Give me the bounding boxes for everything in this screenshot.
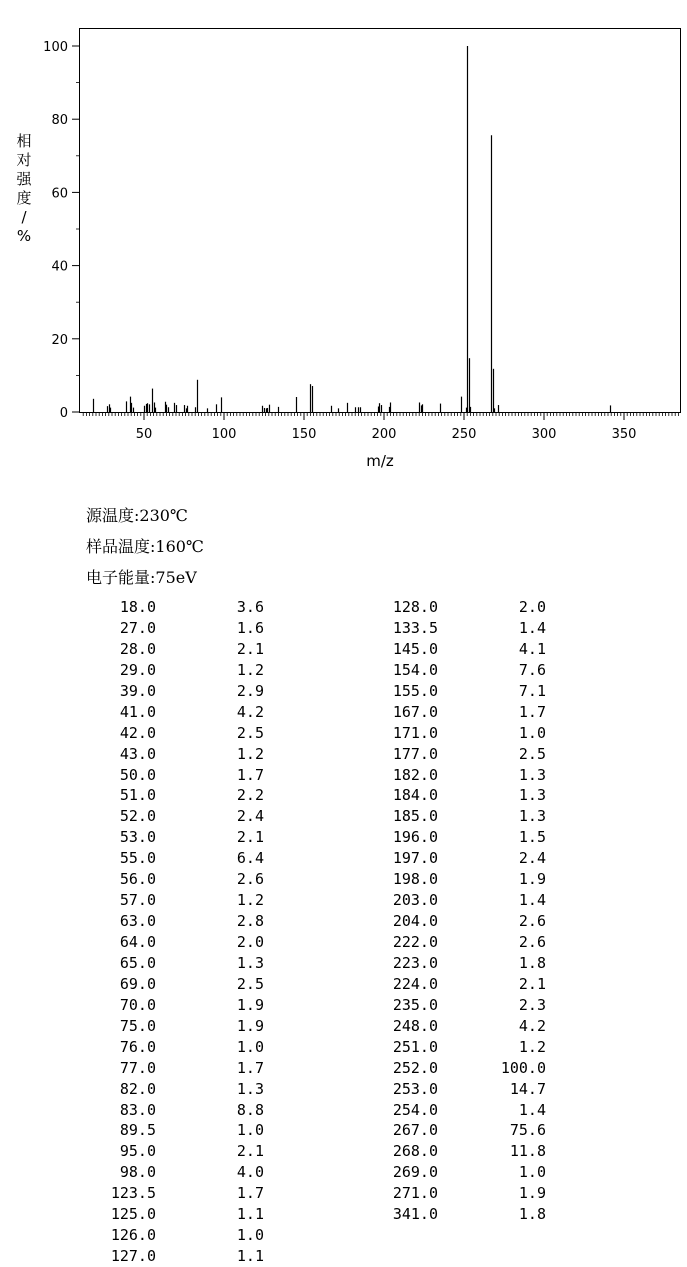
peak-table-row	[366, 806, 546, 827]
peak-table-left	[84, 597, 264, 1267]
relative-abundance-value: 2.0	[236, 933, 264, 951]
relative-abundance-value: 2.5	[518, 744, 546, 763]
mz-value: 224.0	[392, 974, 438, 993]
mz-value: 18.0	[119, 598, 156, 616]
peak-table-row	[366, 723, 546, 744]
y-axis-title-char: /	[21, 208, 27, 226]
relative-abundance-value: 2.6	[236, 870, 264, 889]
x-tick-label: 350	[611, 427, 637, 442]
y-axis-title-char: 相	[16, 132, 32, 150]
mz-value: 177.0	[392, 744, 438, 763]
relative-abundance-value: 1.8	[518, 1205, 546, 1224]
mz-value: 56.0	[119, 870, 156, 889]
relative-abundance-value: 1.9	[518, 1184, 546, 1203]
peak-table-row	[84, 681, 264, 702]
x-axis-ticks	[136, 412, 637, 442]
peak-table-row	[84, 1120, 264, 1141]
relative-abundance-value: 1.0	[518, 723, 546, 742]
mz-value: 77.0	[119, 1058, 156, 1077]
relative-abundance-value: 2.5	[236, 974, 264, 993]
relative-abundance-value: 1.7	[236, 765, 264, 784]
relative-abundance-value: 4.0	[236, 1163, 264, 1182]
y-tick-label: 40	[51, 259, 68, 275]
peak-table-row	[366, 1204, 546, 1225]
relative-abundance-value: 3.6	[236, 598, 264, 616]
mz-value: 185.0	[392, 807, 438, 826]
relative-abundance-value: 1.6	[236, 618, 264, 637]
peak-table-row	[84, 1162, 264, 1183]
peak-table-row	[366, 974, 546, 995]
peak-table-row	[84, 765, 264, 786]
relative-abundance-value: 4.2	[236, 702, 264, 721]
peak-table-row	[84, 1204, 264, 1225]
relative-abundance-value: 2.1	[518, 974, 546, 993]
mz-value: 57.0	[119, 891, 156, 910]
x-tick-label: 100	[211, 427, 237, 442]
peak-table-row	[366, 848, 546, 869]
mz-value: 223.0	[392, 953, 438, 972]
peak-table-row	[366, 660, 546, 681]
peak-table-row	[366, 1183, 546, 1204]
peak-table-row	[366, 702, 546, 723]
mz-value: 29.0	[119, 660, 156, 679]
peak-table-row	[366, 827, 546, 848]
relative-abundance-value: 4.1	[518, 639, 546, 658]
mz-value: 197.0	[392, 849, 438, 868]
mz-value: 39.0	[119, 681, 156, 700]
peak-table-row	[366, 1100, 546, 1121]
mz-value: 52.0	[119, 807, 156, 826]
mz-value: 50.0	[119, 765, 156, 784]
peak-table-row	[366, 932, 546, 953]
mz-value: 53.0	[119, 828, 156, 847]
peak-table-row	[366, 618, 546, 639]
plot-frame	[80, 29, 681, 413]
mz-value: 64.0	[119, 933, 156, 951]
y-axis-title	[16, 132, 32, 245]
mz-value: 133.5	[392, 618, 438, 637]
relative-abundance-value: 2.6	[518, 933, 546, 951]
peak-table-row	[84, 639, 264, 660]
mz-value: 145.0	[392, 639, 438, 658]
x-axis-title: m/z	[366, 452, 394, 470]
y-tick-label: 0	[59, 406, 68, 421]
relative-abundance-value: 1.4	[518, 618, 546, 637]
mz-value: 51.0	[119, 786, 156, 805]
relative-abundance-value: 1.9	[236, 1016, 264, 1035]
sample-temperature: 样品温度:160℃	[86, 537, 204, 556]
peak-table-row	[366, 890, 546, 911]
relative-abundance-value: 1.7	[236, 1058, 264, 1077]
y-axis-title-char: 强	[16, 170, 32, 188]
mz-value: 27.0	[119, 618, 156, 637]
relative-abundance-value: 4.2	[518, 1016, 546, 1035]
peak-table-row	[84, 1079, 264, 1100]
relative-abundance-value: 1.0	[518, 1163, 546, 1182]
electron-energy: 电子能量:75eV	[86, 568, 197, 587]
mz-value: 222.0	[392, 933, 438, 951]
relative-abundance-value: 1.9	[236, 995, 264, 1014]
mz-value: 167.0	[392, 702, 438, 721]
relative-abundance-value: 1.2	[518, 1037, 546, 1056]
y-axis-title-char: 度	[16, 189, 32, 207]
mz-value: 63.0	[119, 912, 156, 931]
relative-abundance-value: 2.5	[236, 723, 264, 742]
peak-table-row	[84, 953, 264, 974]
peak-table-row	[84, 660, 264, 681]
relative-abundance-value: 1.3	[236, 953, 264, 972]
peak-table-row	[366, 1058, 546, 1079]
mz-value: 43.0	[119, 744, 156, 763]
relative-abundance-value: 2.4	[518, 849, 546, 868]
peak-table-row	[84, 744, 264, 765]
relative-abundance-value: 1.7	[518, 702, 546, 721]
peak-table-row	[84, 1141, 264, 1162]
peak-table-row	[84, 806, 264, 827]
peak-table-row	[84, 974, 264, 995]
peak-table-row	[84, 1183, 264, 1204]
y-tick-label: 80	[51, 113, 68, 129]
relative-abundance-value: 1.2	[236, 660, 264, 679]
relative-abundance-value: 2.4	[236, 807, 264, 826]
relative-abundance-value: 100.0	[500, 1058, 546, 1077]
peak-table-row	[84, 597, 264, 618]
y-axis-title-char: 对	[16, 151, 32, 169]
peak-table-row	[84, 995, 264, 1016]
relative-abundance-value: 7.6	[518, 660, 546, 679]
peak-table-row	[84, 723, 264, 744]
mz-value: 268.0	[392, 1142, 438, 1161]
x-tick-label: 50	[135, 427, 153, 442]
mz-value: 269.0	[392, 1163, 438, 1182]
relative-abundance-value: 2.2	[236, 786, 264, 805]
peak-table-row	[366, 785, 546, 806]
mz-value: 128.0	[392, 598, 438, 616]
relative-abundance-value: 1.0	[236, 1037, 264, 1056]
mz-value: 235.0	[392, 995, 438, 1014]
peak-table-row	[366, 639, 546, 660]
relative-abundance-value: 7.1	[518, 681, 546, 700]
mz-value: 171.0	[392, 723, 438, 742]
relative-abundance-value: 1.5	[518, 828, 546, 847]
peak-table-row	[366, 1120, 546, 1141]
mz-value: 184.0	[392, 786, 438, 805]
relative-abundance-value: 2.6	[518, 912, 546, 931]
mz-value: 254.0	[392, 1100, 438, 1119]
relative-abundance-value: 1.0	[236, 1226, 264, 1245]
mz-value: 82.0	[119, 1079, 156, 1098]
relative-abundance-value: 2.9	[236, 681, 264, 700]
mz-value: 123.5	[110, 1184, 156, 1203]
y-axis-ticks	[43, 40, 80, 421]
source-temperature: 源温度:230℃	[86, 506, 188, 525]
peak-table-right	[366, 597, 546, 1225]
mz-value: 65.0	[119, 953, 156, 972]
mz-value: 98.0	[119, 1163, 156, 1182]
relative-abundance-value: 11.8	[509, 1142, 546, 1161]
peak-table-row	[366, 1162, 546, 1183]
mz-value: 55.0	[119, 849, 156, 868]
mz-value: 198.0	[392, 870, 438, 889]
peak-table-row	[84, 890, 264, 911]
relative-abundance-value: 14.7	[509, 1079, 546, 1098]
peak-table-row	[84, 618, 264, 639]
mz-value: 248.0	[392, 1016, 438, 1035]
peak-table-row	[84, 785, 264, 806]
relative-abundance-value: 1.3	[518, 765, 546, 784]
mz-value: 155.0	[392, 681, 438, 700]
relative-abundance-value: 6.4	[236, 849, 264, 868]
peak-table-row	[84, 1037, 264, 1058]
peak-table-row	[366, 869, 546, 890]
peak-table-row	[366, 1141, 546, 1162]
mz-value: 267.0	[392, 1121, 438, 1140]
relative-abundance-value: 1.2	[236, 891, 264, 910]
mz-value: 125.0	[110, 1205, 156, 1224]
peak-table-row	[366, 1079, 546, 1100]
peak-table-row	[366, 765, 546, 786]
relative-abundance-value: 2.1	[236, 1142, 264, 1161]
mz-value: 154.0	[392, 660, 438, 679]
mass-spectrum-chart	[0, 0, 687, 480]
y-axis-title-char: %	[16, 227, 32, 245]
peak-table-row	[84, 1016, 264, 1037]
x-tick-label: 250	[451, 427, 477, 442]
peak-table-row	[366, 995, 546, 1016]
mz-value: 203.0	[392, 891, 438, 910]
mz-value: 76.0	[119, 1037, 156, 1056]
relative-abundance-value: 8.8	[236, 1100, 264, 1119]
peak-table-row	[84, 827, 264, 848]
peak-table-row	[366, 597, 546, 618]
peak-table-row	[84, 869, 264, 890]
relative-abundance-value: 2.1	[236, 828, 264, 847]
relative-abundance-value: 1.3	[236, 1079, 264, 1098]
relative-abundance-value: 1.0	[236, 1121, 264, 1140]
peak-table-row	[366, 953, 546, 974]
mz-value: 69.0	[119, 974, 156, 993]
peak-table-row	[84, 932, 264, 953]
mz-value: 271.0	[392, 1184, 438, 1203]
mz-value: 127.0	[110, 1247, 156, 1266]
x-minor-ticks	[83, 412, 678, 416]
relative-abundance-value: 1.1	[236, 1247, 264, 1266]
peak-table-row	[366, 681, 546, 702]
relative-abundance-value: 1.1	[236, 1205, 264, 1224]
peak-table-row	[84, 848, 264, 869]
relative-abundance-value: 1.9	[518, 870, 546, 889]
peak-table-row	[84, 1246, 264, 1267]
mz-value: 252.0	[392, 1058, 438, 1077]
y-tick-label: 60	[51, 186, 68, 202]
mz-value: 95.0	[119, 1142, 156, 1161]
mz-value: 341.0	[392, 1205, 438, 1224]
relative-abundance-value: 75.6	[509, 1121, 546, 1140]
relative-abundance-value: 2.0	[518, 598, 546, 616]
relative-abundance-value: 1.7	[236, 1184, 264, 1203]
mz-value: 196.0	[392, 828, 438, 847]
peak-table-row	[84, 1058, 264, 1079]
spectrum-peaks	[94, 46, 611, 412]
mz-value: 251.0	[392, 1037, 438, 1056]
relative-abundance-value: 1.4	[518, 891, 546, 910]
relative-abundance-value: 2.3	[518, 995, 546, 1014]
mz-value: 75.0	[119, 1016, 156, 1035]
peak-table-row	[366, 1037, 546, 1058]
relative-abundance-value: 2.1	[236, 639, 264, 658]
mz-value: 28.0	[119, 639, 156, 658]
y-tick-label: 100	[43, 40, 68, 55]
peak-table-row	[366, 911, 546, 932]
mz-value: 83.0	[119, 1100, 156, 1119]
mz-value: 42.0	[119, 723, 156, 742]
mz-value: 253.0	[392, 1079, 438, 1098]
relative-abundance-value: 1.3	[518, 807, 546, 826]
mz-value: 204.0	[392, 912, 438, 931]
relative-abundance-value: 1.2	[236, 744, 264, 763]
x-tick-label: 150	[291, 427, 317, 442]
relative-abundance-value: 1.4	[518, 1100, 546, 1119]
relative-abundance-value: 2.8	[236, 912, 264, 931]
mz-value: 182.0	[392, 765, 438, 784]
peak-table-row	[84, 1100, 264, 1121]
peak-table-row	[366, 1016, 546, 1037]
peak-table-row	[84, 702, 264, 723]
mz-value: 70.0	[119, 995, 156, 1014]
peak-table-row	[366, 744, 546, 765]
mz-value: 41.0	[119, 702, 156, 721]
peak-table-row	[84, 911, 264, 932]
x-tick-label: 300	[531, 427, 557, 442]
mz-value: 126.0	[110, 1226, 156, 1245]
x-tick-label: 200	[371, 427, 397, 442]
mz-value: 89.5	[119, 1121, 156, 1140]
relative-abundance-value: 1.8	[518, 953, 546, 972]
relative-abundance-value: 1.3	[518, 786, 546, 805]
peak-table-row	[84, 1225, 264, 1246]
y-tick-label: 20	[51, 332, 68, 348]
